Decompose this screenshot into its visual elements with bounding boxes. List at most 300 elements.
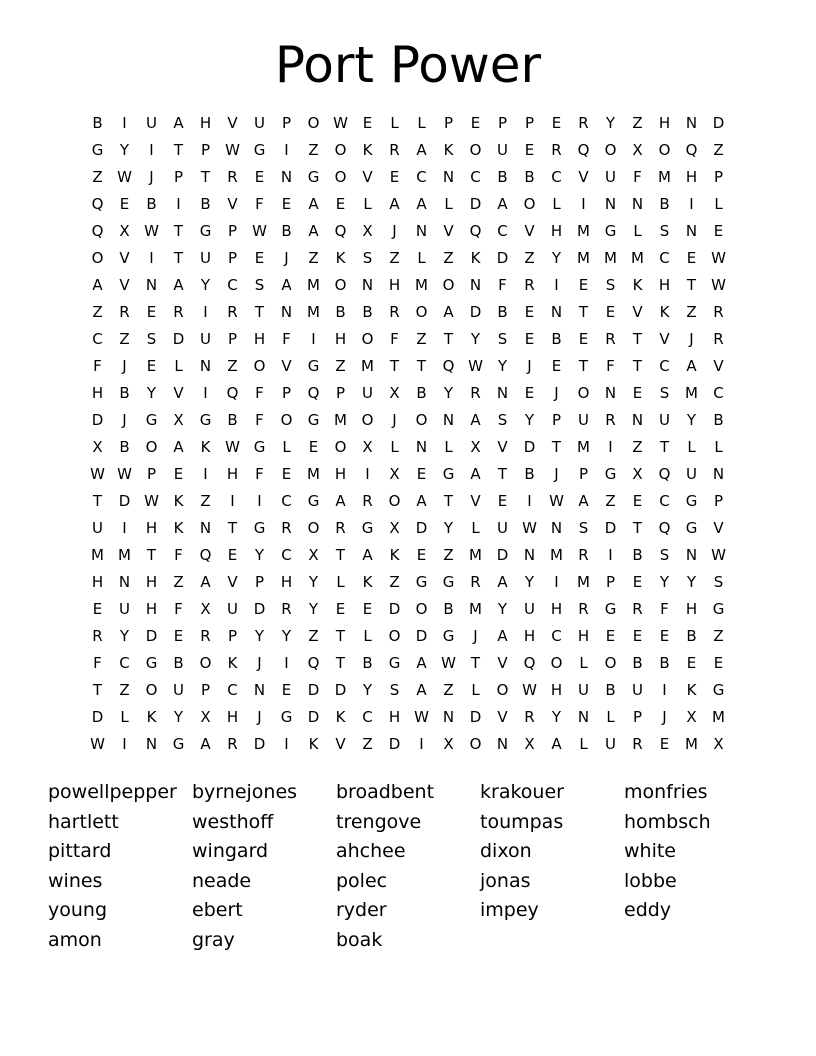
- grid-letter: N: [685, 222, 698, 240]
- grid-letter: M: [658, 168, 671, 186]
- grid-letter: Y: [551, 708, 562, 726]
- grid-letter: Z: [416, 330, 427, 348]
- grid-letter: E: [632, 492, 643, 510]
- grid-letter: L: [633, 222, 642, 240]
- grid-letter: A: [200, 573, 211, 591]
- grid-letter: J: [284, 249, 289, 267]
- grid-letter: L: [363, 627, 372, 645]
- grid-letter: L: [714, 438, 723, 456]
- grid-letter: B: [686, 627, 697, 645]
- grid-letter: D: [604, 519, 617, 537]
- grid-letter: B: [524, 465, 535, 483]
- grid-letter: M: [577, 222, 590, 240]
- grid-letter: A: [497, 627, 508, 645]
- grid-letter: O: [577, 384, 590, 402]
- grid-letter: T: [173, 222, 184, 240]
- grid-letter: V: [119, 276, 130, 294]
- grid-letter: J: [122, 357, 127, 375]
- word-list-item: impey: [480, 899, 539, 922]
- grid-letter: H: [226, 708, 239, 726]
- grid-letter: D: [415, 519, 428, 537]
- grid-letter: T: [173, 141, 184, 159]
- grid-letter: N: [442, 168, 455, 186]
- grid-letter: R: [200, 627, 211, 645]
- grid-letter: N: [361, 276, 374, 294]
- grid-letter: Z: [443, 249, 454, 267]
- grid-letter: S: [605, 276, 616, 294]
- grid-letter: P: [632, 708, 643, 726]
- grid-letter: J: [662, 708, 667, 726]
- grid-letter: Z: [632, 114, 643, 132]
- grid-letter: B: [92, 114, 103, 132]
- grid-letter: C: [416, 168, 427, 186]
- grid-letter: Y: [362, 681, 373, 699]
- grid-letter: Z: [605, 492, 616, 510]
- grid-letter: A: [173, 114, 184, 132]
- grid-letter: K: [362, 141, 373, 159]
- grid-letter: R: [335, 519, 346, 537]
- grid-row: [84, 110, 732, 137]
- grid-letter: O: [334, 276, 347, 294]
- grid-letter: U: [362, 384, 373, 402]
- grid-letter: L: [714, 195, 723, 213]
- grid-letter: M: [577, 438, 590, 456]
- grid-letter: U: [578, 411, 589, 429]
- grid-letter: A: [92, 276, 103, 294]
- grid-letter: L: [336, 573, 345, 591]
- grid-letter: P: [497, 114, 508, 132]
- grid-letter: X: [389, 519, 400, 537]
- grid-row: [84, 650, 732, 677]
- grid-letter: G: [307, 492, 320, 510]
- grid-letter: V: [632, 303, 643, 321]
- grid-letter: G: [415, 573, 428, 591]
- grid-letter: G: [442, 465, 455, 483]
- grid-letter: B: [605, 681, 616, 699]
- grid-letter: O: [550, 654, 563, 672]
- grid-letter: R: [605, 411, 616, 429]
- grid-letter: L: [606, 708, 615, 726]
- word-list-item: broadbent: [336, 781, 435, 803]
- grid-row: [84, 569, 732, 596]
- grid-letter: R: [578, 600, 589, 618]
- grid-row: [84, 704, 732, 731]
- grid-letter: B: [200, 195, 211, 213]
- grid-letter: M: [361, 357, 374, 375]
- grid-letter: H: [685, 168, 698, 186]
- grid-letter: X: [200, 708, 211, 726]
- grid-letter: Q: [442, 357, 455, 375]
- grid-letter: M: [550, 546, 563, 564]
- word-list-item: pittard: [48, 840, 112, 863]
- grid-letter: L: [363, 195, 372, 213]
- grid-letter: B: [524, 168, 535, 186]
- grid-letter: B: [659, 195, 670, 213]
- grid-letter: B: [362, 654, 373, 672]
- grid-letter: A: [578, 492, 589, 510]
- grid-letter: Y: [119, 141, 130, 159]
- grid-letter: O: [334, 438, 347, 456]
- grid-letter: I: [257, 492, 262, 510]
- grid-letter: Z: [92, 168, 103, 186]
- grid-letter: A: [686, 357, 697, 375]
- grid-letter: B: [551, 330, 562, 348]
- word-list-item: wingard: [192, 840, 269, 863]
- grid-letter: I: [554, 276, 559, 294]
- grid-letter: J: [122, 411, 127, 429]
- grid-letter: V: [659, 330, 670, 348]
- grid-letter: N: [280, 303, 293, 321]
- grid-row: [84, 731, 732, 758]
- grid-letter: F: [174, 546, 183, 564]
- grid-letter: W: [711, 249, 726, 267]
- grid-letter: O: [388, 627, 401, 645]
- grid-letter: N: [496, 735, 509, 753]
- grid-letter: F: [93, 357, 102, 375]
- grid-letter: A: [416, 654, 427, 672]
- grid-letter: X: [308, 546, 319, 564]
- grid-letter: L: [174, 357, 183, 375]
- grid-letter: N: [442, 411, 455, 429]
- grid-letter: Y: [308, 600, 319, 618]
- grid-row: [84, 353, 732, 380]
- grid-letter: Y: [659, 573, 670, 591]
- grid-letter: I: [149, 141, 154, 159]
- grid-letter: W: [468, 357, 483, 375]
- grid-letter: Z: [713, 627, 724, 645]
- grid-letter: V: [173, 384, 184, 402]
- grid-letter: C: [227, 681, 238, 699]
- word-list-item: westhoff: [192, 810, 274, 833]
- grid-letter: O: [496, 681, 509, 699]
- grid-letter: S: [659, 222, 670, 240]
- grid-letter: F: [174, 600, 183, 618]
- grid-letter: N: [496, 384, 509, 402]
- grid-letter: Q: [658, 519, 671, 537]
- grid-letter: N: [415, 438, 428, 456]
- grid-letter: K: [146, 708, 157, 726]
- grid-letter: R: [524, 708, 535, 726]
- grid-letter: I: [122, 114, 127, 132]
- grid-letter: A: [200, 735, 211, 753]
- grid-row: [84, 596, 732, 623]
- grid-letter: T: [551, 438, 562, 456]
- grid-letter: I: [689, 195, 694, 213]
- grid-letter: T: [632, 519, 643, 537]
- word-list-item: [624, 926, 768, 956]
- grid-letter: O: [658, 141, 671, 159]
- page-title: Port Power: [274, 36, 542, 94]
- grid-row: [84, 542, 732, 569]
- grid-letter: L: [444, 195, 453, 213]
- grid-letter: P: [281, 384, 292, 402]
- grid-letter: P: [335, 384, 346, 402]
- grid-letter: A: [173, 276, 184, 294]
- grid-letter: Y: [254, 627, 265, 645]
- grid-letter: R: [389, 303, 400, 321]
- grid-letter: E: [308, 438, 319, 456]
- grid-row: [84, 623, 732, 650]
- grid-letter: E: [362, 114, 373, 132]
- word-list-item: hartlett: [48, 810, 119, 833]
- grid-row: [84, 434, 732, 461]
- grid-letter: I: [176, 195, 181, 213]
- grid-letter: L: [390, 438, 399, 456]
- grid-letter: B: [335, 303, 346, 321]
- grid-letter: E: [551, 114, 562, 132]
- grid-letter: N: [577, 708, 590, 726]
- grid-letter: A: [416, 492, 427, 510]
- grid-letter: E: [254, 249, 265, 267]
- grid-letter: K: [308, 735, 319, 753]
- grid-letter: M: [415, 276, 428, 294]
- grid-letter: Z: [227, 357, 238, 375]
- grid-letter: Z: [200, 492, 211, 510]
- grid-letter: Q: [307, 384, 320, 402]
- grid-letter: R: [227, 303, 238, 321]
- grid-letter: R: [362, 492, 373, 510]
- grid-letter: E: [362, 600, 373, 618]
- grid-letter: O: [469, 735, 482, 753]
- grid-letter: B: [227, 411, 238, 429]
- word-list-item: [480, 926, 624, 956]
- grid-letter: F: [255, 465, 264, 483]
- grid-letter: R: [632, 735, 643, 753]
- grid-letter: E: [632, 573, 643, 591]
- word-list-item: neade: [192, 869, 252, 892]
- grid-letter: K: [659, 303, 670, 321]
- grid-letter: C: [227, 276, 238, 294]
- grid-letter: N: [280, 168, 293, 186]
- grid-letter: N: [631, 195, 644, 213]
- grid-letter: G: [172, 735, 185, 753]
- grid-letter: U: [227, 600, 238, 618]
- grid-letter: E: [659, 735, 670, 753]
- grid-letter: R: [227, 168, 238, 186]
- grid-letter: P: [227, 330, 238, 348]
- grid-letter: F: [282, 330, 291, 348]
- grid-letter: C: [713, 384, 724, 402]
- word-list: [48, 778, 778, 956]
- grid-letter: S: [659, 546, 670, 564]
- grid-letter: C: [659, 249, 670, 267]
- grid-letter: L: [687, 438, 696, 456]
- grid-letter: B: [119, 384, 130, 402]
- grid-letter: Q: [307, 654, 320, 672]
- grid-letter: B: [713, 411, 724, 429]
- grid-letter: P: [578, 465, 589, 483]
- grid-letter: E: [524, 303, 535, 321]
- grid-letter: Q: [685, 141, 698, 159]
- word-list-item: boak: [336, 928, 383, 951]
- grid-letter: V: [119, 249, 130, 267]
- grid-letter: G: [280, 708, 293, 726]
- grid-letter: V: [713, 357, 724, 375]
- grid-letter: W: [117, 465, 132, 483]
- grid-letter: C: [281, 546, 292, 564]
- grid-letter: V: [578, 168, 589, 186]
- grid-letter: O: [145, 681, 158, 699]
- grid-letter: Q: [91, 222, 104, 240]
- grid-letter: V: [443, 222, 454, 240]
- grid-letter: O: [199, 654, 212, 672]
- grid-letter: E: [281, 465, 292, 483]
- grid-letter: A: [416, 141, 427, 159]
- grid-letter: T: [254, 303, 265, 321]
- grid-letter: K: [686, 681, 697, 699]
- grid-letter: T: [227, 519, 238, 537]
- grid-letter: I: [122, 519, 127, 537]
- word-list-item: white: [624, 840, 676, 863]
- grid-letter: H: [334, 465, 347, 483]
- grid-letter: C: [551, 627, 562, 645]
- grid-letter: U: [173, 681, 184, 699]
- grid-letter: Z: [389, 249, 400, 267]
- word-list-item: dixon: [480, 840, 532, 863]
- grid-letter: O: [415, 600, 428, 618]
- word-list-item: toumpas: [480, 810, 564, 833]
- grid-letter: C: [119, 654, 130, 672]
- grid-letter: Y: [146, 384, 157, 402]
- grid-letter: K: [335, 249, 346, 267]
- grid-letter: R: [605, 330, 616, 348]
- grid-row: [84, 326, 732, 353]
- grid-letter: R: [632, 600, 643, 618]
- grid-letter: M: [685, 384, 698, 402]
- grid-letter: N: [253, 681, 266, 699]
- grid-letter: T: [686, 276, 697, 294]
- grid-letter: U: [497, 519, 508, 537]
- grid-letter: L: [471, 681, 480, 699]
- grid-letter: A: [551, 735, 562, 753]
- grid-letter: F: [255, 195, 264, 213]
- grid-letter: A: [389, 195, 400, 213]
- grid-letter: I: [581, 195, 586, 213]
- grid-letter: I: [122, 735, 127, 753]
- grid-letter: D: [307, 708, 320, 726]
- grid-letter: N: [523, 546, 536, 564]
- grid-letter: T: [632, 357, 643, 375]
- grid-letter: H: [685, 600, 698, 618]
- grid-letter: U: [605, 735, 616, 753]
- grid-letter: W: [522, 519, 537, 537]
- grid-letter: U: [497, 141, 508, 159]
- grid-letter: U: [605, 168, 616, 186]
- grid-letter: C: [497, 222, 508, 240]
- grid-letter: X: [443, 735, 454, 753]
- grid-letter: I: [554, 573, 559, 591]
- grid-letter: X: [362, 222, 373, 240]
- grid-letter: O: [334, 168, 347, 186]
- grid-letter: E: [335, 600, 346, 618]
- grid-letter: T: [335, 627, 346, 645]
- grid-letter: E: [335, 195, 346, 213]
- grid-letter: Z: [632, 438, 643, 456]
- grid-letter: H: [91, 573, 104, 591]
- grid-letter: E: [524, 141, 535, 159]
- grid-letter: O: [253, 357, 266, 375]
- grid-letter: Y: [605, 114, 616, 132]
- grid-letter: W: [441, 654, 456, 672]
- grid-letter: E: [578, 330, 589, 348]
- grid-letter: Q: [334, 222, 347, 240]
- grid-letter: J: [473, 627, 478, 645]
- grid-letter: X: [713, 735, 724, 753]
- grid-letter: I: [203, 384, 208, 402]
- grid-letter: N: [685, 114, 698, 132]
- grid-letter: P: [281, 114, 292, 132]
- grid-letter: E: [632, 627, 643, 645]
- grid-letter: G: [685, 492, 698, 510]
- word-list-item: gray: [192, 928, 235, 951]
- grid-letter: P: [254, 573, 265, 591]
- grid-letter: K: [227, 654, 238, 672]
- grid-letter: X: [200, 600, 211, 618]
- grid-letter: F: [606, 357, 615, 375]
- grid-letter: C: [281, 492, 292, 510]
- grid-letter: R: [713, 303, 724, 321]
- grid-letter: F: [93, 654, 102, 672]
- grid-letter: S: [146, 330, 157, 348]
- grid-letter: X: [389, 384, 400, 402]
- grid-letter: Q: [91, 195, 104, 213]
- grid-letter: N: [415, 222, 428, 240]
- grid-letter: Z: [173, 573, 184, 591]
- grid-row: [84, 191, 732, 218]
- grid-letter: A: [470, 465, 481, 483]
- grid-letter: R: [92, 627, 103, 645]
- grid-letter: M: [604, 249, 617, 267]
- grid-letter: G: [442, 627, 455, 645]
- grid-letter: K: [173, 519, 184, 537]
- grid-letter: D: [523, 438, 536, 456]
- grid-letter: R: [119, 303, 130, 321]
- grid-letter: S: [254, 276, 265, 294]
- grid-letter: I: [608, 546, 613, 564]
- grid-letter: I: [284, 654, 289, 672]
- grid-letter: O: [91, 249, 104, 267]
- word-list-item: eddy: [624, 899, 672, 922]
- grid-letter: W: [90, 735, 105, 753]
- grid-letter: O: [307, 114, 320, 132]
- grid-letter: I: [527, 492, 532, 510]
- grid-letter: U: [524, 600, 535, 618]
- grid-letter: T: [416, 357, 427, 375]
- grid-letter: I: [608, 438, 613, 456]
- grid-letter: T: [470, 654, 481, 672]
- grid-letter: U: [146, 114, 157, 132]
- word-list-item: powellpepper: [48, 781, 177, 803]
- grid-letter: A: [443, 303, 454, 321]
- grid-letter: M: [631, 249, 644, 267]
- grid-letter: B: [281, 222, 292, 240]
- grid-letter: P: [146, 465, 157, 483]
- grid-letter: N: [199, 519, 212, 537]
- grid-letter: B: [497, 168, 508, 186]
- grid-letter: G: [253, 519, 266, 537]
- grid-letter: J: [257, 708, 262, 726]
- grid-letter: G: [604, 465, 617, 483]
- grid-letter: M: [118, 546, 131, 564]
- grid-letter: J: [149, 168, 154, 186]
- grid-letter: D: [469, 708, 482, 726]
- grid-letter: F: [390, 330, 399, 348]
- grid-letter: R: [551, 141, 562, 159]
- grid-letter: W: [711, 546, 726, 564]
- grid-letter: K: [362, 573, 373, 591]
- grid-letter: O: [523, 195, 536, 213]
- grid-letter: J: [554, 384, 559, 402]
